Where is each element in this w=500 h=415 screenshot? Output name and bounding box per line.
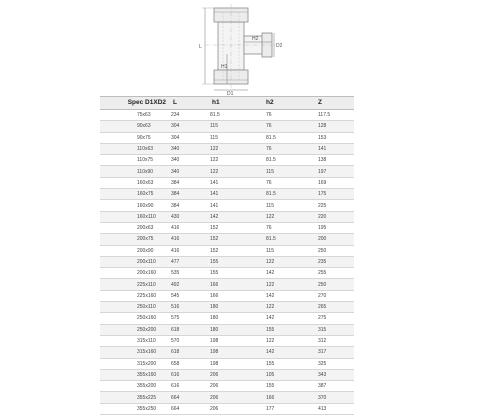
cell-l: 570 <box>168 335 204 346</box>
header-spec: Spec D1XD2 <box>100 97 168 110</box>
table-row <box>100 245 354 256</box>
table-row <box>100 381 354 392</box>
dim-h1-label: H1 <box>221 64 228 70</box>
cell-h1: 206 <box>204 369 258 380</box>
cell-h2: 142 <box>258 347 312 358</box>
cell-z: 317 <box>312 347 354 358</box>
cell-h2: 115 <box>258 245 312 256</box>
cell-z: 370 <box>312 392 354 403</box>
cell-l: 575 <box>168 313 204 324</box>
cell-h2: 122 <box>258 335 312 346</box>
table-row <box>100 279 354 290</box>
table-row <box>100 211 354 222</box>
cell-z: 225 <box>312 200 354 211</box>
cell-l: 618 <box>168 324 204 335</box>
cell-spec: 355x225 <box>100 392 168 403</box>
cell-spec: 200x160 <box>100 268 168 279</box>
cell-h1: 141 <box>204 200 258 211</box>
table-row <box>100 222 354 233</box>
table-row <box>100 324 354 335</box>
cell-h1: 180 <box>204 302 258 313</box>
header-row <box>100 97 354 110</box>
table-row <box>100 392 354 403</box>
cell-spec: 90x75 <box>100 132 168 143</box>
cell-spec: 160x90 <box>100 200 168 211</box>
cell-spec: 355x200 <box>100 381 168 392</box>
cell-h2: 76 <box>258 177 312 188</box>
table-row <box>100 143 354 154</box>
table-row <box>100 268 354 279</box>
cell-h2: 142 <box>258 290 312 301</box>
table-row <box>100 256 354 267</box>
cell-z: 197 <box>312 166 354 177</box>
cell-z: 387 <box>312 381 354 392</box>
cell-l: 304 <box>168 121 204 132</box>
cell-z: 175 <box>312 189 354 200</box>
spec-table-body <box>100 110 354 415</box>
cell-h2: 122 <box>258 302 312 313</box>
table-row <box>100 358 354 369</box>
cell-z: 195 <box>312 222 354 233</box>
cell-h2: 177 <box>258 403 312 414</box>
cell-h2: 122 <box>258 256 312 267</box>
cell-h2: 81.5 <box>258 234 312 245</box>
table-row <box>100 403 354 414</box>
cell-h2: 76 <box>258 143 312 154</box>
table-row <box>100 369 354 380</box>
cell-l: 384 <box>168 200 204 211</box>
cell-h2: 115 <box>258 166 312 177</box>
table-row <box>100 347 354 358</box>
cell-h2: 155 <box>258 324 312 335</box>
cell-h2: 155 <box>258 358 312 369</box>
cell-z: 169 <box>312 177 354 188</box>
cell-h2: 81.5 <box>258 189 312 200</box>
cell-l: 234 <box>168 110 204 121</box>
table-row <box>100 110 354 121</box>
table-row <box>100 166 354 177</box>
cell-h2: 122 <box>258 211 312 222</box>
cell-z: 250 <box>312 245 354 256</box>
cell-spec: 250x200 <box>100 324 168 335</box>
cell-spec: 200x110 <box>100 256 168 267</box>
cell-z: 128 <box>312 121 354 132</box>
cell-z: 275 <box>312 313 354 324</box>
cell-h2: 76 <box>258 110 312 121</box>
cell-l: 416 <box>168 234 204 245</box>
cell-h1: 166 <box>204 290 258 301</box>
cell-h1: 142 <box>204 211 258 222</box>
cell-h1: 152 <box>204 245 258 256</box>
cell-spec: 110x90 <box>100 166 168 177</box>
tee-fitting-drawing <box>0 0 500 96</box>
header-h2: h2 <box>258 97 312 110</box>
cell-h2: 81.5 <box>258 132 312 143</box>
cell-l: 416 <box>168 222 204 233</box>
cell-l: 384 <box>168 189 204 200</box>
cell-z: 220 <box>312 211 354 222</box>
cell-z: 138 <box>312 155 354 166</box>
cell-l: 618 <box>168 347 204 358</box>
cell-h1: 122 <box>204 166 258 177</box>
cell-h1: 198 <box>204 335 258 346</box>
spec-table-header <box>100 97 354 110</box>
header-z: Z <box>312 97 354 110</box>
cell-h1: 152 <box>204 234 258 245</box>
cell-h1: 81.5 <box>204 110 258 121</box>
cell-l: 664 <box>168 403 204 414</box>
cell-h1: 206 <box>204 381 258 392</box>
cell-h2: 76 <box>258 222 312 233</box>
cell-l: 340 <box>168 143 204 154</box>
cell-h2: 166 <box>258 392 312 403</box>
cell-spec: 160x63 <box>100 177 168 188</box>
cell-l: 658 <box>168 358 204 369</box>
cell-h2: 81.5 <box>258 155 312 166</box>
cell-z: 343 <box>312 369 354 380</box>
cell-z: 265 <box>312 302 354 313</box>
cell-z: 117.5 <box>312 110 354 121</box>
cell-h2: 142 <box>258 268 312 279</box>
table-row <box>100 335 354 346</box>
cell-l: 340 <box>168 155 204 166</box>
cell-spec: 315x200 <box>100 358 168 369</box>
cell-l: 535 <box>168 268 204 279</box>
cell-h1: 115 <box>204 121 258 132</box>
cell-z: 200 <box>312 234 354 245</box>
cell-h1: 152 <box>204 222 258 233</box>
cell-spec: 250x160 <box>100 313 168 324</box>
spec-table <box>100 96 354 415</box>
table-row <box>100 200 354 211</box>
cell-l: 664 <box>168 392 204 403</box>
cell-l: 477 <box>168 256 204 267</box>
cell-z: 413 <box>312 403 354 414</box>
cell-z: 141 <box>312 143 354 154</box>
cell-z: 250 <box>312 279 354 290</box>
cell-h2: 115 <box>258 200 312 211</box>
cell-z: 312 <box>312 335 354 346</box>
cell-h2: 76 <box>258 121 312 132</box>
cell-z: 270 <box>312 290 354 301</box>
cell-spec: 90x63 <box>100 121 168 132</box>
table-row <box>100 121 354 132</box>
cell-l: 416 <box>168 245 204 256</box>
cell-l: 304 <box>168 132 204 143</box>
dim-d2-label: D2 <box>276 43 283 49</box>
table-row <box>100 302 354 313</box>
cell-spec: 225x110 <box>100 279 168 290</box>
cell-z: 325 <box>312 358 354 369</box>
dim-d1-label: D1 <box>227 91 234 96</box>
cell-h2: 122 <box>258 279 312 290</box>
cell-h1: 141 <box>204 177 258 188</box>
table-row <box>100 155 354 166</box>
cell-h1: 155 <box>204 268 258 279</box>
cell-spec: 160x75 <box>100 189 168 200</box>
cell-spec: 110x63 <box>100 143 168 154</box>
cell-spec: 315x160 <box>100 347 168 358</box>
cell-h1: 115 <box>204 132 258 143</box>
cell-spec: 355x250 <box>100 403 168 414</box>
cell-h1: 122 <box>204 143 258 154</box>
cell-spec: 200x75 <box>100 234 168 245</box>
cell-h1: 166 <box>204 279 258 290</box>
cell-spec: 75x63 <box>100 110 168 121</box>
cell-l: 340 <box>168 166 204 177</box>
cell-spec: 160x110 <box>100 211 168 222</box>
table-row <box>100 313 354 324</box>
header-h1: h1 <box>204 97 258 110</box>
cell-l: 545 <box>168 290 204 301</box>
cell-spec: 225x160 <box>100 290 168 301</box>
table-row <box>100 177 354 188</box>
cell-z: 255 <box>312 268 354 279</box>
cell-l: 430 <box>168 211 204 222</box>
cell-h1: 141 <box>204 189 258 200</box>
cell-l: 384 <box>168 177 204 188</box>
header-l: L <box>168 97 204 110</box>
cell-spec: 250x110 <box>100 302 168 313</box>
dim-L-label: L <box>199 44 202 50</box>
cell-l: 616 <box>168 381 204 392</box>
cell-h1: 180 <box>204 313 258 324</box>
cell-h1: 198 <box>204 347 258 358</box>
cell-spec: 355x160 <box>100 369 168 380</box>
cell-h1: 206 <box>204 392 258 403</box>
cell-spec: 200x90 <box>100 245 168 256</box>
cell-z: 153 <box>312 132 354 143</box>
cell-h2: 105 <box>258 369 312 380</box>
cell-spec: 110x75 <box>100 155 168 166</box>
cell-h1: 198 <box>204 358 258 369</box>
table-row <box>100 234 354 245</box>
cell-l: 492 <box>168 279 204 290</box>
dim-h2-label: H2 <box>252 36 259 42</box>
cell-spec: 200x63 <box>100 222 168 233</box>
cell-h1: 206 <box>204 403 258 414</box>
cell-l: 516 <box>168 302 204 313</box>
cell-h1: 155 <box>204 256 258 267</box>
cell-h2: 142 <box>258 313 312 324</box>
cell-h1: 122 <box>204 155 258 166</box>
cell-z: 315 <box>312 324 354 335</box>
table-row <box>100 290 354 301</box>
cell-l: 616 <box>168 369 204 380</box>
table-row <box>100 189 354 200</box>
table-row <box>100 132 354 143</box>
cell-h2: 155 <box>258 381 312 392</box>
cell-h1: 180 <box>204 324 258 335</box>
cell-spec: 315x110 <box>100 335 168 346</box>
cell-z: 235 <box>312 256 354 267</box>
